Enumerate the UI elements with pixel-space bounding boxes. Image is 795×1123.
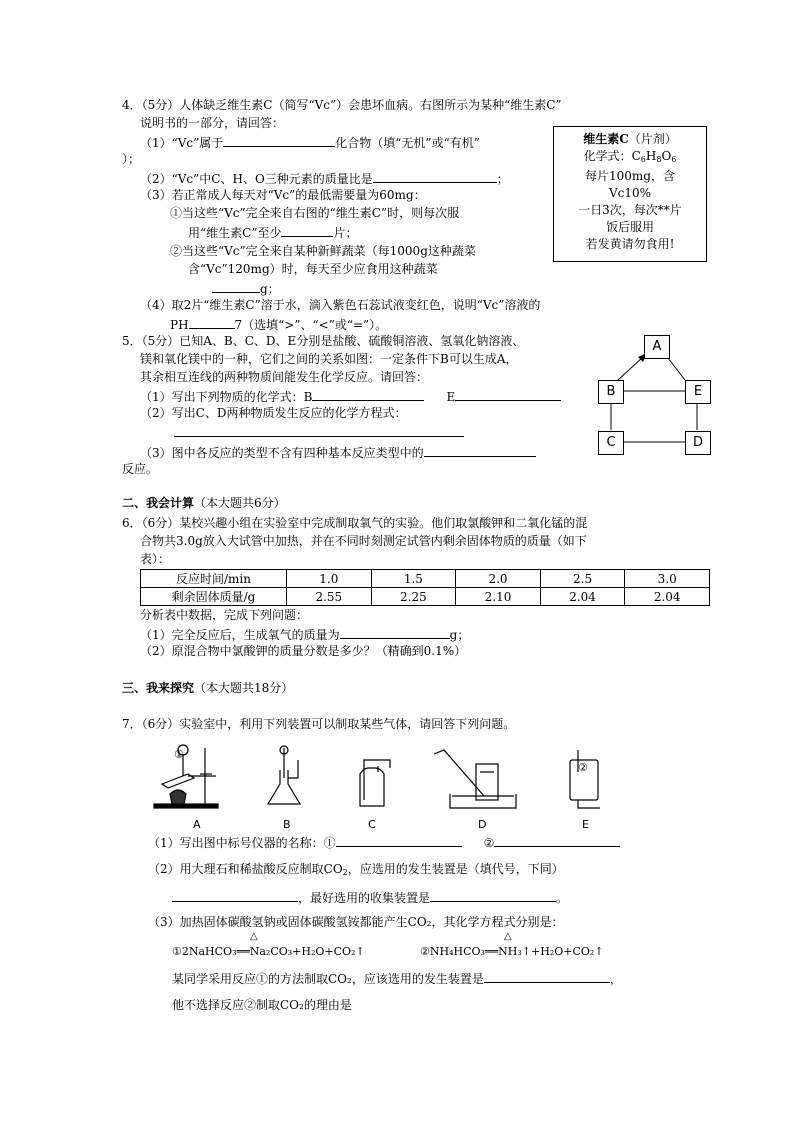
q5-part3-text: （3）图中各反应的类型不含有四种基本反应类型中的 — [140, 446, 424, 460]
q4-answer-blank-4[interactable] — [212, 280, 260, 293]
q7-equation-1: ①2NaHCO₃══Na₂CO₃+H₂O+CO₂↑ — [172, 945, 365, 958]
q4-part1-text-a: （1）“Vc”属于 — [140, 136, 224, 150]
q4-answer-blank-2[interactable] — [373, 170, 497, 183]
q4-part4-ph: PH — [170, 318, 189, 332]
q7-part2-b — [172, 889, 568, 906]
label-title-main: 维生素C — [583, 132, 629, 146]
q7-part2-text-e: 。 — [556, 891, 569, 905]
q6-part2: （2）原混合物中氯酸钾的质量分数是多少？（精确到0.1%） — [140, 644, 467, 658]
heat-symbol-1: △ — [250, 931, 258, 942]
table-cell: 2.5 — [540, 570, 625, 588]
table-row-header: 反应时间/min — [141, 570, 287, 588]
node-e: E — [685, 380, 711, 404]
q5-part2-blank-line — [174, 424, 464, 441]
q7-part1 — [148, 834, 620, 851]
q4-part4 — [170, 316, 387, 333]
label-line5: 饭后服用 — [605, 220, 654, 234]
apparatus-d — [434, 750, 516, 808]
section-3-note: （本大题共18分） — [194, 681, 294, 695]
q4-answer-blank-1[interactable] — [223, 134, 335, 147]
q5-answer-blank-e[interactable] — [455, 388, 561, 401]
section-3-heading — [122, 681, 293, 696]
label-title-suffix: （片剂） — [628, 132, 677, 146]
section-2-note: （本大题共6分） — [194, 496, 286, 510]
table-cell: 3.0 — [625, 570, 710, 588]
apparatus-label-d: D — [478, 818, 487, 831]
apparatus-b — [268, 746, 300, 804]
apparatus-label-b: B — [283, 818, 291, 831]
table-cell: 1.0 — [287, 570, 372, 588]
label-line2: 每片100mg，含 — [585, 169, 675, 183]
q7-part4 — [172, 970, 622, 987]
q4-part2-text-b: ； — [496, 172, 509, 186]
q6-stem-line3: 表）： — [140, 552, 171, 566]
q4-part2 — [140, 170, 509, 187]
apparatus-label-e: E — [582, 818, 589, 831]
q7-part1-mark2: ② — [483, 836, 495, 850]
q4-part4-a: （4）取2片“维生素C”溶于水，滴入紫色石蕊试液变红色，说明“Vc”溶液的 — [140, 298, 541, 312]
node-d: D — [685, 431, 711, 455]
q6-part1-text: （1）完全反应后，生成氧气的质量为 — [140, 628, 340, 642]
label-formula: 化学式：$C_6H_8O_6$ — [583, 149, 677, 164]
q6-analyze: 分析表中数据，完成下列问题： — [140, 608, 309, 622]
section-2-title: 二、我会计算 — [122, 496, 195, 510]
node-a: A — [644, 335, 670, 359]
table-row-header: 剩余固体质量/g — [141, 588, 287, 606]
apparatus-e — [570, 750, 600, 808]
q7-answer-blank-4[interactable] — [430, 889, 556, 902]
q4-part3: （3）若正常成人每天对“Vc”的最低需要量为60mg： — [140, 188, 426, 202]
section-3-title: 三、我来探究 — [122, 681, 195, 695]
q7-part2-text-d: ，最好选用的收集装置是 — [298, 891, 431, 905]
table-cell: 2.04 — [540, 588, 625, 606]
q5-answer-blank-eq[interactable] — [174, 424, 464, 437]
q5-answer-blank-b[interactable] — [312, 388, 424, 401]
apparatus-label-c: C — [368, 818, 376, 831]
apparatus-label-a: A — [193, 818, 201, 831]
q5-part2: （2）写出C、D两种物质发生反应的化学方程式： — [140, 406, 407, 420]
apparatus-c — [360, 760, 390, 806]
q5-part3 — [140, 444, 536, 461]
q7-part5: 他不选择反应②制取CO₂的理由是 — [172, 998, 352, 1012]
q7-apparatus-figure — [150, 738, 610, 816]
q7-part4-text: 某同学采用反应①的方法制取CO₂，应该选用的发生装置是 — [172, 972, 484, 986]
q7-answer-blank-1[interactable] — [336, 834, 462, 847]
q4-part3-2c: g； — [260, 282, 280, 296]
q7-stem: 7．（6分）实验室中，利用下列装置可以制取某些气体，请回答下列问题。 — [122, 717, 516, 731]
q7-part3: （3）加热固体碳酸氢钠或固体碳酸氢铵都能产生CO₂，其化学方程式分别是： — [148, 915, 564, 929]
node-c: C — [598, 431, 624, 455]
table-cell: 2.04 — [625, 588, 710, 606]
apparatus-mark-2: ② — [578, 761, 588, 774]
table-cell: 1.5 — [371, 570, 456, 588]
q4-part1-end: ）； — [122, 152, 141, 166]
q7-part1-text: （1）写出图中标号仪器的名称：① — [148, 836, 336, 850]
heat-symbol-2: △ — [504, 931, 512, 942]
vitamin-c-label — [553, 126, 707, 262]
label-line6: 若发黄请勿食用! — [585, 237, 675, 251]
table-cell: 2.0 — [456, 570, 541, 588]
q4-part1 — [140, 134, 480, 151]
q4-answer-blank-5[interactable] — [189, 316, 235, 329]
apparatus-mark-1: ① — [174, 748, 184, 761]
q5-part1 — [140, 388, 561, 405]
q4-part1-text-b: 化合物（填“无机”或“有机” — [335, 136, 480, 150]
section-2-heading — [122, 496, 286, 511]
q4-stem-line1: 4．（5分）人体缺乏维生素C（简写“Vc”）会患坏血病。右图所示为某种“维生素C” — [122, 98, 562, 112]
table-cell: 2.25 — [371, 588, 456, 606]
q5-stem-line1: 5．（5分）已知A、B、C、D、E分别是盐酸、硫酸铜溶液、氢氧化钠溶液、 — [122, 334, 525, 348]
q4-part3-1 — [188, 224, 357, 241]
q4-part3-2b: 含“Vc”120mg）时，每天至少应食用这种蔬菜 — [188, 262, 438, 276]
q5-part1-b: （1）写出下列物质的化学式：B — [140, 390, 313, 404]
q4-part3-1b: 用“维生素C”至少 — [188, 226, 282, 240]
q7-answer-blank-5[interactable] — [484, 970, 610, 983]
q7-part4-end: ， — [609, 972, 622, 986]
q7-equation-2: ②NH₄HCO₃══NH₃↑+H₂O+CO₂↑ — [420, 945, 604, 958]
apparatus-a — [154, 745, 218, 808]
label-line4: 一日3次，每次**片 — [578, 203, 682, 217]
q6-part1 — [140, 626, 469, 643]
q5-answer-blank-type[interactable] — [424, 444, 536, 457]
q5-stem-line3: 其余相互连线的两种物质间能发生化学反应。请回答： — [140, 370, 429, 384]
label-line3: Vc10% — [608, 186, 652, 200]
table-row — [141, 588, 710, 606]
q6-stem-line1: 6．（6分）某校兴趣小组在实验室中完成制取氧气的实验。他们取氯酸钾和二氧化锰的混 — [122, 516, 588, 530]
q4-part3-1c: 片； — [333, 226, 358, 240]
q7-part2: （2）用大理石和稀盐酸反应制取$CO_2$，应选用的发生装置是（填代号，下同） — [148, 862, 564, 877]
q6-answer-blank-1[interactable] — [340, 626, 450, 639]
q5-stem-line2: 镁和氧化镁中的一种，它们之间的关系如图：一定条件下B可以生成A， — [140, 352, 518, 366]
q4-answer-blank-3[interactable] — [281, 224, 333, 237]
q4-part3-2 — [212, 280, 280, 297]
q4-part4-c: 7（选填“>”、“<”或“=”）。 — [234, 318, 388, 332]
table-cell: 2.55 — [287, 588, 372, 606]
label-title — [554, 131, 706, 148]
q6-stem-line2: 合物共3.0g放入大试管中加热，并在不同时刻测定试管内剩余固体物质的质量（如下 — [140, 534, 587, 548]
table-row — [141, 570, 710, 588]
q7-answer-blank-3[interactable] — [172, 889, 298, 902]
q4-stem-line2: 说明书的一部分，请回答： — [140, 116, 285, 130]
q6-part1-unit: g； — [449, 628, 470, 642]
table-cell: 2.10 — [456, 588, 541, 606]
q6-data-table — [140, 569, 710, 606]
q7-answer-blank-2[interactable] — [494, 834, 620, 847]
q4-part3-2a: ②当这些“Vc”完全来自某种新鲜蔬菜（每1000g这种蔬菜 — [170, 244, 476, 258]
q4-part2-text-a: （2）“Vc”中C、H、O三种元素的质量比是 — [140, 172, 373, 186]
q4-part3-1a: ①当这些“Vc”完全来自右图的“维生素C”时，则每次服 — [170, 206, 460, 220]
node-b: B — [598, 380, 624, 404]
q5-part1-e: E — [446, 390, 456, 404]
q5-part3-end: 反应。 — [122, 462, 159, 476]
